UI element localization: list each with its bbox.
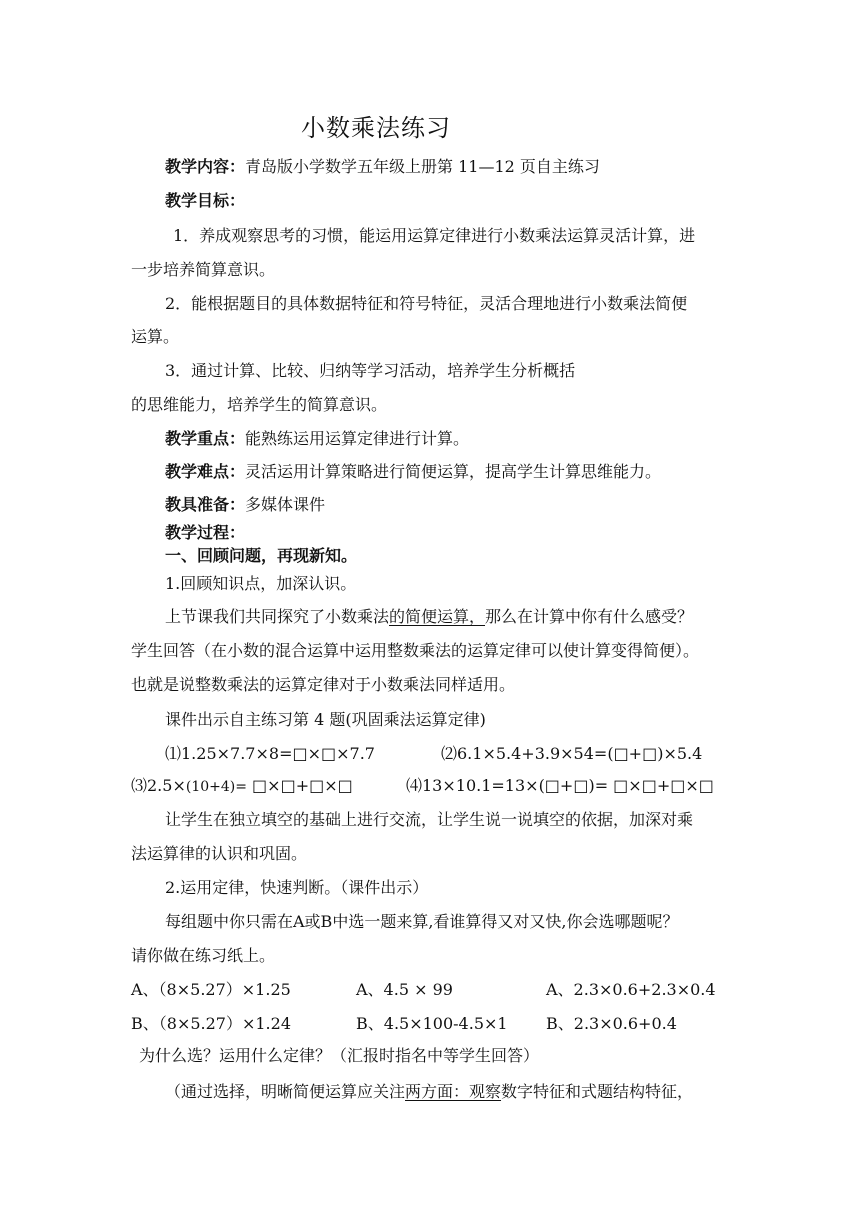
key-point-text: 能熟练运用运算定律进行计算。 — [245, 429, 470, 448]
para-1-underline: 的简便运算， — [389, 607, 486, 626]
exercise-intro: 课件出示自主练习第 4 题(巩固乘法运算定律) — [165, 710, 486, 729]
para-1-before: 上节课我们共同探究了小数乘法 — [165, 607, 390, 626]
last-line — [165, 1082, 693, 1102]
key-point — [165, 429, 469, 449]
page-title: 小数乘法练习 — [301, 114, 451, 142]
choice-b-3: B、2.3×0.6+0.4 — [546, 1014, 677, 1033]
last-underline: 两方面：观察 — [405, 1082, 502, 1101]
exercise-2: ⑵6.1×5.4+3.9×54=(□+□)×5.4 — [441, 744, 703, 763]
choice-b-2: B、4.5×100-4.5×1 — [356, 1014, 508, 1033]
prep-text: 多媒体课件 — [245, 495, 326, 514]
step-1: 1.回顾知识点，加深认识。 — [165, 574, 357, 593]
teaching-content — [165, 157, 600, 177]
goal-1-line2: 一步培养简算意识。 — [131, 260, 276, 279]
exercise-4: ⑷13×10.1=13×(□+□)= □×□+□×□ — [406, 776, 714, 795]
content-label: 教学内容： — [165, 157, 246, 176]
choice-a-1: A、（8×5.27）×1.25 — [131, 980, 291, 999]
goal-1-line1: 1．养成观察思考的习惯，能运用运算定律进行小数乘法运算灵活计算，进 — [173, 226, 696, 245]
para-5-line1: 每组题中你只需在A或B中选一题来算,看谁算得又对又快,你会选哪题呢？ — [165, 912, 679, 931]
goal-2-line1: 2．能根据题目的具体数据特征和符号特征，灵活合理地进行小数乘法简便 — [165, 294, 688, 313]
content-text: 青岛版小学数学五年级上册第 11—12 页自主练习 — [245, 157, 600, 176]
process-label: 教学过程： — [165, 523, 246, 542]
section-1-heading: 一、回顾问题，再现新知。 — [165, 546, 358, 565]
key-point-label: 教学重点： — [165, 429, 246, 448]
prep — [165, 495, 325, 515]
choice-b-1: B、（8×5.27）×1.24 — [131, 1014, 292, 1033]
para-4-line2: 法运算律的认识和巩固。 — [131, 844, 308, 863]
goals-label: 教学目标： — [165, 191, 246, 210]
difficulty — [165, 462, 661, 482]
exercise-3-c: □×□+□×□ — [246, 776, 353, 795]
choice-a-2: A、4.5 × 99 — [356, 980, 453, 999]
question: 为什么选？运用什么定律？（汇报时指名中等学生回答） — [139, 1046, 540, 1065]
choice-a-3: A、2.3×0.6+2.3×0.4 — [546, 980, 716, 999]
para-3: 也就是说整数乘法的运算定律对于小数乘法同样适用。 — [131, 675, 516, 694]
goal-3-line1: 3．通过计算、比较、归纳等学习活动，培养学生分析概括 — [165, 361, 576, 380]
para-1-after: 那么在计算中你有什么感受？ — [485, 607, 694, 626]
goal-2-line2: 运算。 — [131, 327, 180, 346]
goal-3-line2: 的思维能力，培养学生的简算意识。 — [131, 395, 388, 414]
exercise-3-b: (10+4)= — [185, 779, 247, 795]
last-before: （通过选择，明晰简便运算应关注 — [165, 1082, 406, 1101]
prep-label: 教具准备： — [165, 495, 246, 514]
last-after: 数字特征和式题结构特征， — [501, 1082, 694, 1101]
para-2: 学生回答（在小数的混合运算中运用整数乘法的运算定律可以使计算变得简便）。 — [131, 641, 700, 660]
exercise-3 — [131, 776, 353, 797]
step-2: 2.运用定律，快速判断。（课件出示） — [165, 878, 429, 897]
para-5-line2: 请你做在练习纸上。 — [131, 946, 276, 965]
exercise-3-a: ⑶2.5× — [131, 776, 186, 795]
difficulty-text: 灵活运用计算策略进行简便运算，提高学生计算思维能力。 — [245, 462, 662, 481]
difficulty-label: 教学难点： — [165, 462, 246, 481]
exercise-1: ⑴1.25×7.7×8=□×□×7.7 — [165, 744, 375, 763]
para-1 — [165, 607, 693, 627]
para-4-line1: 让学生在独立填空的基础上进行交流，让学生说一说填空的依据，加深对乘 — [165, 810, 694, 829]
